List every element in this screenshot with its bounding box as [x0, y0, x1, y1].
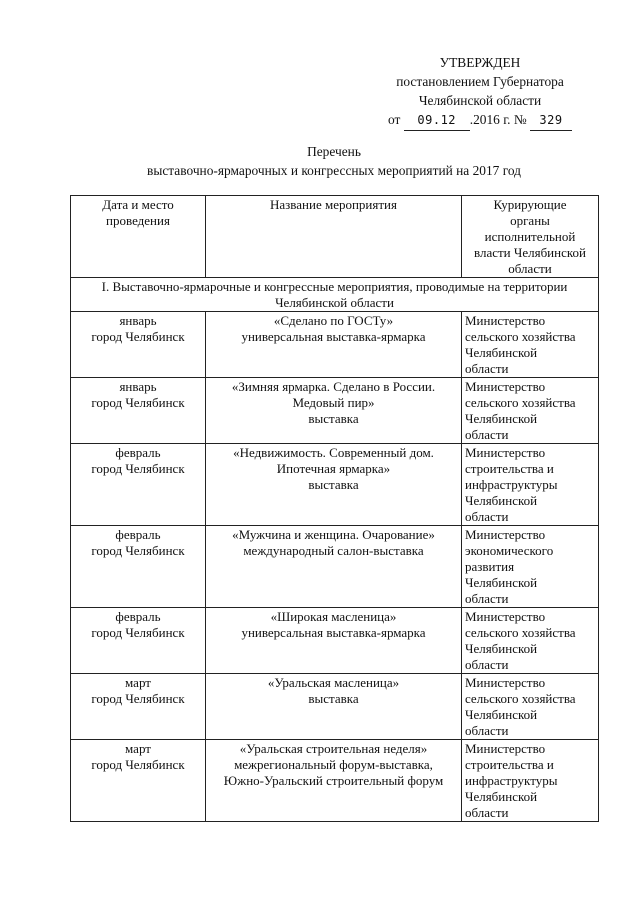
cell-line: город Челябинск — [91, 395, 185, 410]
header-event-name — [206, 196, 462, 278]
cell-date-place — [71, 378, 206, 444]
cell-line: январь — [119, 313, 157, 328]
approval-region-line: Челябинской области — [418, 93, 542, 108]
cell-line: Челябинской — [465, 575, 538, 590]
cell-line: сельского хозяйства — [465, 395, 576, 410]
table-header-row — [71, 196, 599, 278]
document-subtitle: выставочно-ярмарочных и конгрессных мероприятий на 2017 год — [147, 163, 521, 178]
cell-event-name — [206, 740, 462, 822]
document-title: Перечень — [307, 144, 361, 159]
cell-line: международный салон-выставка — [243, 543, 424, 558]
cell-line: «Мужчина и женщина. Очарование» — [232, 527, 435, 542]
cell-date-place — [71, 608, 206, 674]
cell-line: город Челябинск — [91, 543, 185, 558]
cell-event-name — [206, 444, 462, 526]
cell-line: Ипотечная ярмарка» — [276, 461, 391, 476]
cell-line: Челябинской — [465, 789, 538, 804]
cell-line: февраль — [115, 609, 161, 624]
cell-line: области — [465, 591, 509, 606]
table-row — [71, 378, 599, 444]
cell-curators — [462, 526, 599, 608]
cell-line: Министерство — [465, 313, 546, 328]
cell-line: Челябинской — [465, 641, 538, 656]
cell-line: город Челябинск — [91, 625, 185, 640]
cell-line: Министерство — [465, 527, 546, 542]
cell-line: январь — [119, 379, 157, 394]
cell-line: строительства и — [465, 461, 554, 476]
table-row — [71, 740, 599, 822]
cell-line: Южно-Уральский строительный форум — [223, 773, 444, 788]
approval-status: УТВЕРЖДЕН — [439, 55, 521, 70]
cell-line: области — [465, 723, 509, 738]
cell-date-place — [71, 740, 206, 822]
cell-line: март — [125, 675, 151, 690]
header-curators — [462, 196, 599, 278]
cell-line: март — [125, 741, 151, 756]
cell-curators — [462, 740, 599, 822]
approval-by-line: постановлением Губернатора — [396, 74, 564, 89]
table-row — [71, 674, 599, 740]
cell-line: «Уральская масленица» — [267, 675, 400, 690]
section-title-line: I. Выставочно-ярмарочные и конгрессные мероприятия, проводимые на территории — [101, 279, 568, 294]
cell-line: город Челябинск — [91, 329, 185, 344]
cell-line: Челябинской — [465, 707, 538, 722]
cell-line: город Челябинск — [91, 691, 185, 706]
cell-line: выставка — [308, 411, 359, 426]
cell-date-place — [71, 444, 206, 526]
cell-line: области — [465, 805, 509, 820]
cell-line: Медовый пир» — [292, 395, 375, 410]
cell-date-place — [71, 674, 206, 740]
table-row — [71, 526, 599, 608]
cell-curators — [462, 444, 599, 526]
section-row — [71, 278, 599, 312]
cell-line: области — [465, 509, 509, 524]
cell-line: сельского хозяйства — [465, 329, 576, 344]
cell-line: февраль — [115, 445, 161, 460]
cell-line: Челябинской — [465, 345, 538, 360]
cell-date-place — [71, 526, 206, 608]
document-heading — [70, 142, 598, 180]
cell-line: строительства и — [465, 757, 554, 772]
header-curators-line: органы — [510, 213, 550, 228]
table-row — [71, 312, 599, 378]
cell-line: «Зимняя ярмарка. Сделано в России. — [231, 379, 436, 394]
header-date-place-line: проведения — [106, 213, 170, 228]
header-date-place — [71, 196, 206, 278]
cell-line: Министерство — [465, 741, 546, 756]
approval-from-label: от — [387, 112, 401, 127]
header-curators-line: исполнительной — [484, 229, 576, 244]
cell-event-name — [206, 608, 462, 674]
header-curators-line: власти Челябинской — [474, 245, 586, 260]
cell-line: город Челябинск — [91, 461, 185, 476]
cell-line: сельского хозяйства — [465, 691, 576, 706]
header-curators-line: Курирующие — [493, 197, 567, 212]
cell-line: области — [465, 657, 509, 672]
cell-curators — [462, 378, 599, 444]
cell-line: «Широкая масленица» — [270, 609, 397, 624]
cell-line: Министерство — [465, 609, 546, 624]
cell-line: универсальная выставка-ярмарка — [241, 625, 426, 640]
cell-line: экономического — [465, 543, 554, 558]
cell-line: Министерство — [465, 445, 546, 460]
cell-event-name — [206, 312, 462, 378]
header-date-place-line: Дата и место — [102, 197, 174, 212]
header-event-name-line: Название мероприятия — [270, 197, 397, 212]
cell-line: области — [465, 361, 509, 376]
table-row — [71, 608, 599, 674]
cell-line: инфраструктуры — [465, 773, 558, 788]
cell-curators — [462, 312, 599, 378]
cell-line: «Уральская строительная неделя» — [239, 741, 428, 756]
cell-line: развития — [465, 559, 515, 574]
cell-line: межрегиональный форум-выставка, — [234, 757, 433, 772]
cell-line: Министерство — [465, 675, 546, 690]
section-title-line: Челябинской области — [275, 295, 394, 310]
cell-event-name — [206, 526, 462, 608]
approval-stamp — [360, 53, 600, 131]
cell-line: Челябинской — [465, 493, 538, 508]
events-table — [70, 195, 599, 822]
section-title — [71, 278, 599, 312]
cell-line: сельского хозяйства — [465, 625, 576, 640]
approval-date-handwritten: 09.12 — [404, 111, 470, 131]
cell-line: универсальная выставка-ярмарка — [241, 329, 426, 344]
table-row — [71, 444, 599, 526]
cell-line: Министерство — [465, 379, 546, 394]
approval-date-line — [360, 110, 600, 131]
cell-line: «Сделано по ГОСТу» — [273, 313, 394, 328]
cell-line: февраль — [115, 527, 161, 542]
cell-line: выставка — [308, 477, 359, 492]
approval-year-text: .2016 г. № — [469, 112, 527, 127]
cell-curators — [462, 674, 599, 740]
cell-event-name — [206, 378, 462, 444]
approval-number-handwritten: 329 — [530, 111, 572, 131]
cell-line: «Недвижимость. Современный дом. — [233, 445, 434, 460]
cell-line: области — [465, 427, 509, 442]
cell-curators — [462, 608, 599, 674]
cell-event-name — [206, 674, 462, 740]
header-curators-line: области — [508, 261, 552, 276]
cell-line: выставка — [308, 691, 359, 706]
cell-line: город Челябинск — [91, 757, 185, 772]
cell-line: Челябинской — [465, 411, 538, 426]
cell-date-place — [71, 312, 206, 378]
cell-line: инфраструктуры — [465, 477, 558, 492]
